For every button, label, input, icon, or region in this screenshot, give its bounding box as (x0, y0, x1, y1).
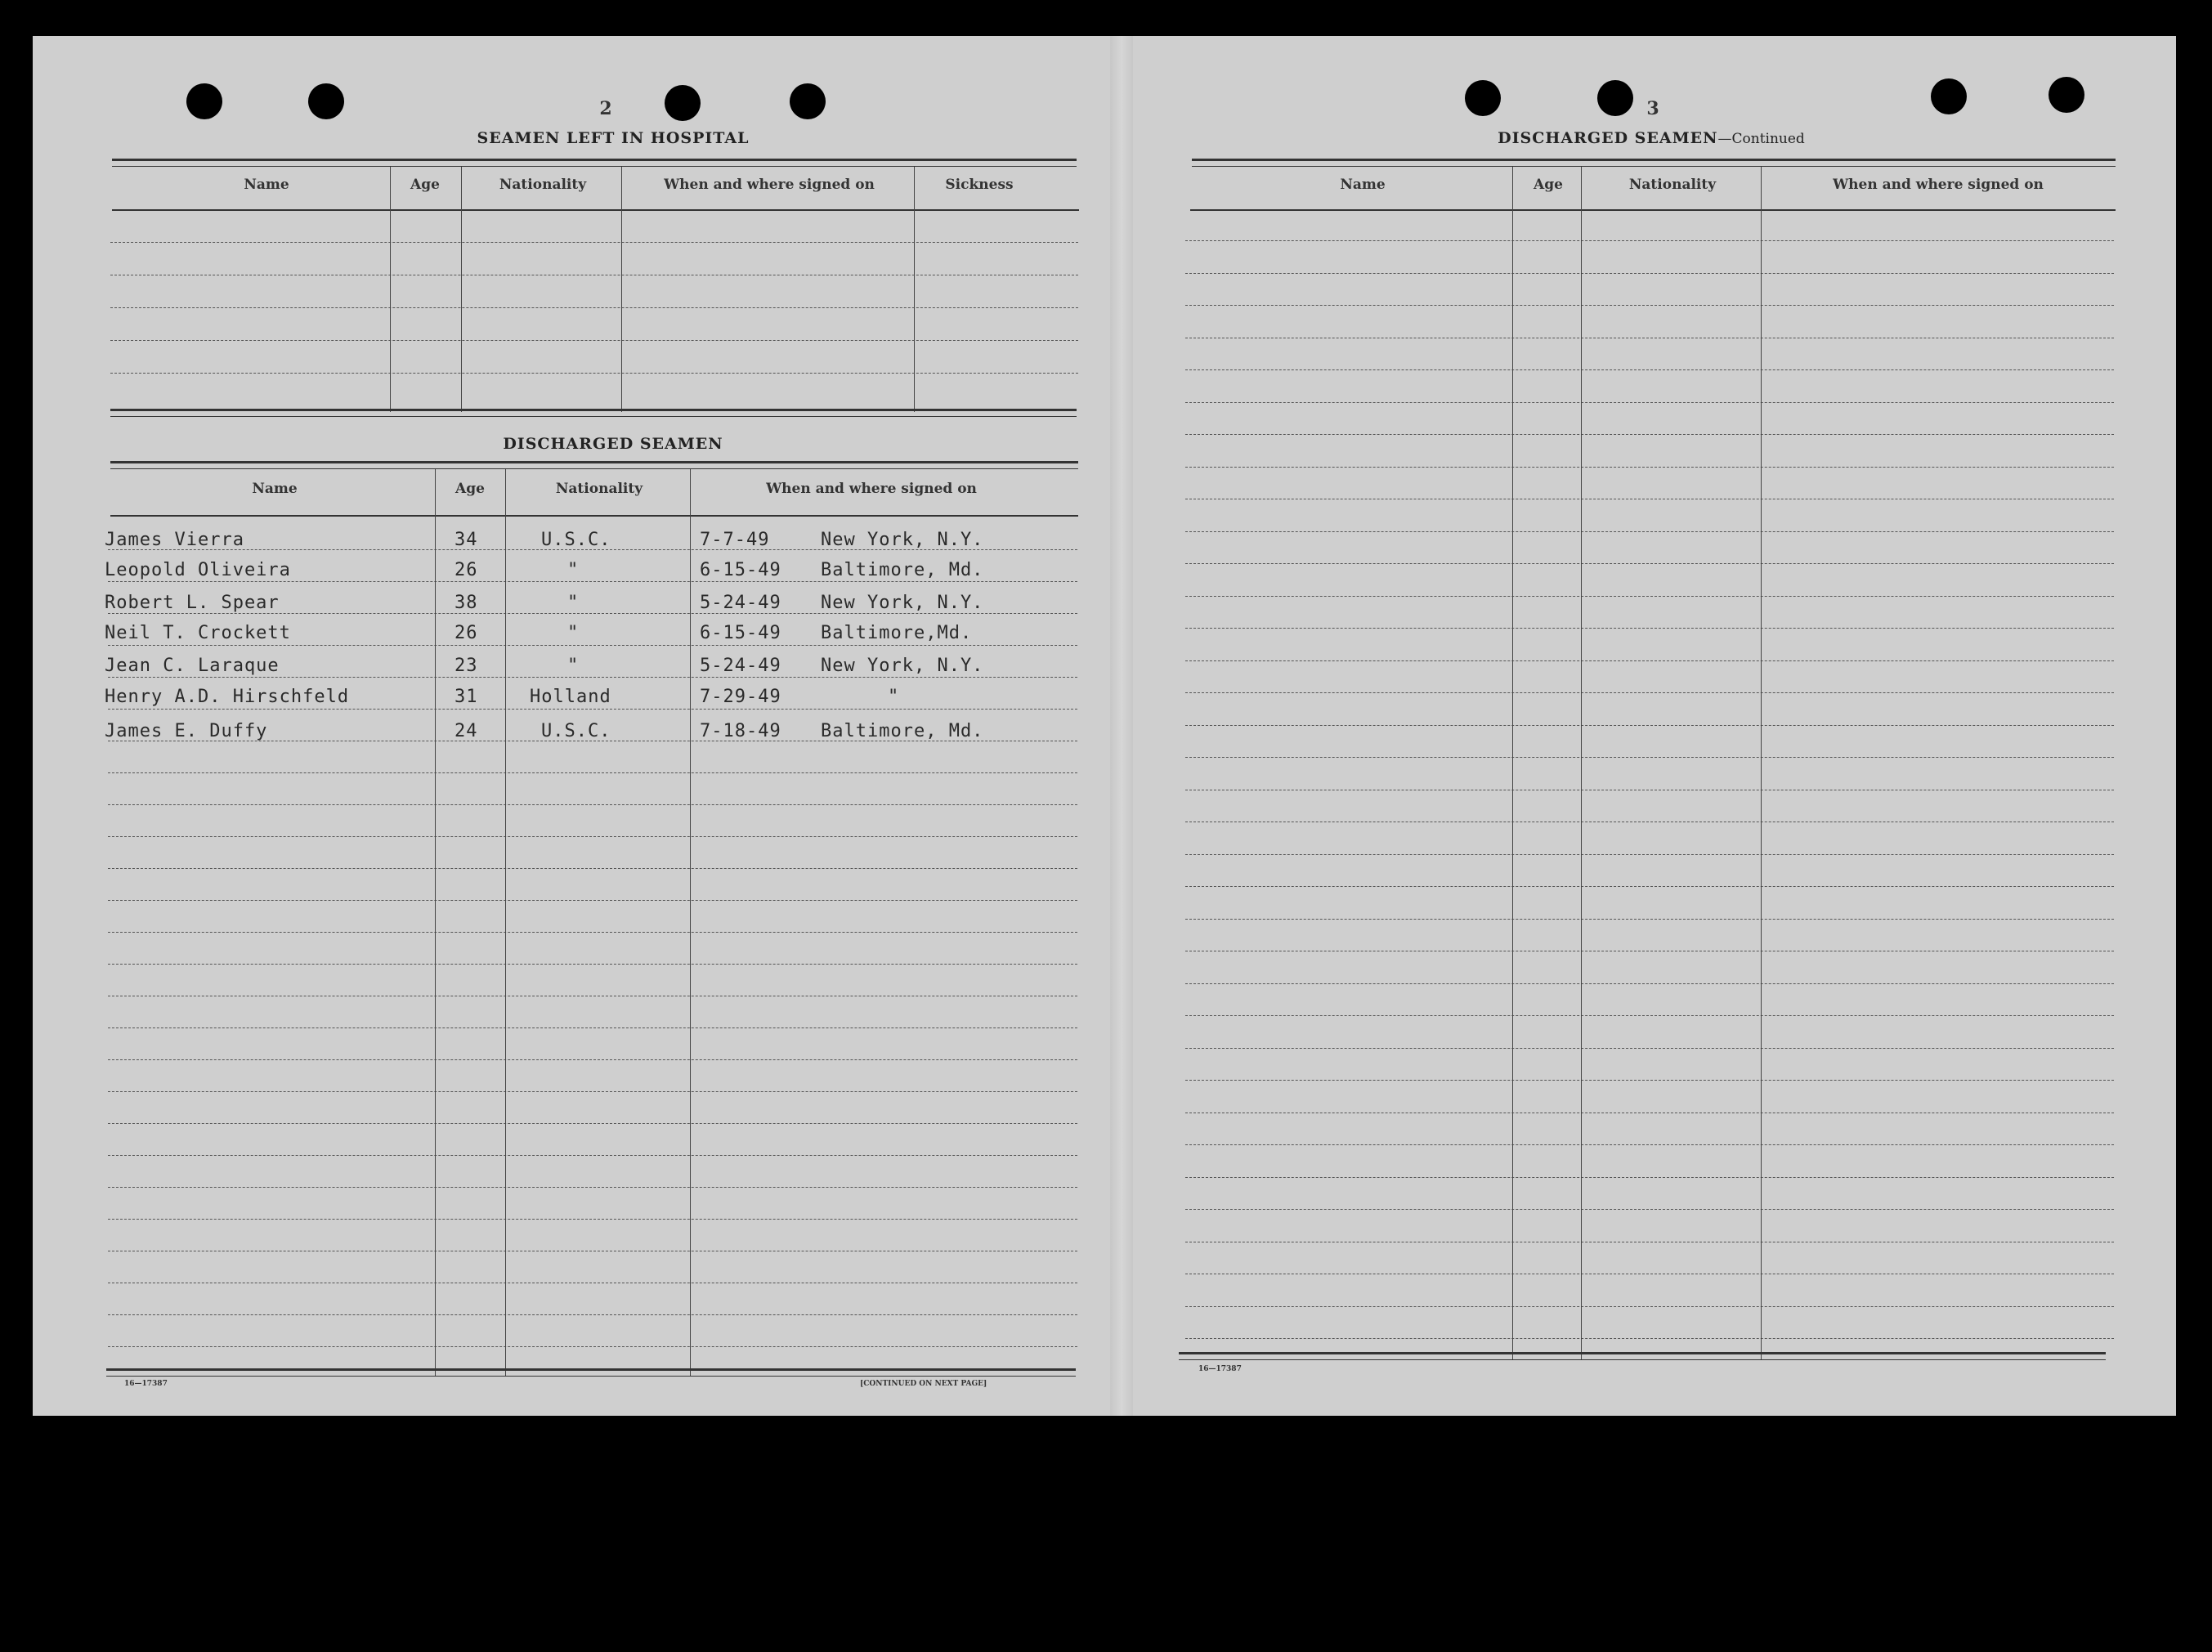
right-col-divider (1512, 167, 1513, 1360)
discharged-row-line (108, 1346, 1077, 1347)
discharged-row-line (108, 772, 1077, 773)
discharged-name-cell: Robert L. Spear (105, 593, 280, 613)
discharged-table-top-rule (110, 461, 1078, 469)
right-header-signed-on: When and where signed on (1833, 177, 2044, 193)
discharged-age-cell: 38 (454, 593, 478, 613)
discharged-age-cell: 26 (454, 560, 478, 580)
right-row-line (1185, 983, 2114, 984)
discharged-age-cell: 24 (454, 721, 478, 741)
right-row-line (1185, 1080, 2114, 1081)
right-row-line (1185, 725, 2114, 726)
right-row-line (1185, 1015, 2114, 1016)
right-row-line (1185, 531, 2114, 532)
page-fold (1110, 36, 1133, 1416)
right-row-line (1185, 886, 2114, 887)
right-row-line (1185, 628, 2114, 629)
discharged-date-cell: 7-29-49 (700, 687, 781, 707)
discharged-header-rule (110, 515, 1078, 517)
punch-hole (2049, 77, 2084, 113)
discharged-row-line (108, 1059, 1077, 1060)
discharged-place-cell: New York, N.Y. (821, 656, 984, 676)
hospital-col-divider (621, 167, 622, 412)
discharged-row-line (108, 581, 1077, 582)
discharged-date-cell: 5-24-49 (700, 656, 781, 676)
punch-hole (1465, 80, 1501, 116)
discharged-row-line (108, 677, 1077, 678)
hospital-header-rule (112, 209, 1079, 211)
discharged-place-cell: Baltimore,Md. (821, 623, 973, 643)
discharged-age-cell: 31 (454, 687, 478, 707)
right-title-main: DISCHARGED SEAMEN (1498, 129, 1718, 147)
right-header-nationality: Nationality (1628, 177, 1717, 193)
right-row-line (1185, 273, 2114, 274)
discharged-row-line (108, 1091, 1077, 1092)
discharged-nationality-cell: " (567, 593, 580, 613)
discharged-row-line (108, 645, 1077, 646)
right-col-divider (1581, 167, 1582, 1360)
right-page-title (1422, 129, 1880, 147)
punch-hole (790, 83, 826, 119)
right-row-line (1185, 1306, 2114, 1307)
discharged-col-divider (505, 469, 506, 1377)
hospital-row-line (110, 373, 1078, 374)
hospital-header-name: Name (244, 177, 289, 193)
discharged-table-bottom-rule (106, 1368, 1076, 1377)
discharged-header-signed-on: When and where signed on (766, 481, 977, 497)
discharged-row-line (108, 1219, 1077, 1220)
discharged-name-cell: Jean C. Laraque (105, 656, 280, 676)
discharged-row-line (108, 900, 1077, 901)
right-row-line (1185, 692, 2114, 693)
hospital-header-signed-on: When and where signed on (664, 177, 875, 193)
discharged-col-divider (690, 469, 691, 1377)
right-row-line (1185, 919, 2114, 920)
hospital-section-title: SEAMEN LEFT IN HOSPITAL (477, 129, 750, 147)
hospital-table-top-rule (112, 159, 1077, 167)
hospital-row-line (110, 340, 1078, 341)
discharged-place-cell: New York, N.Y. (821, 530, 984, 550)
discharged-name-cell: Henry A.D. Hirschfeld (105, 687, 350, 707)
discharged-row-line (108, 1314, 1077, 1315)
right-row-line (1185, 305, 2114, 306)
right-row-line (1185, 854, 2114, 855)
discharged-header-age: Age (455, 481, 485, 497)
right-header-age: Age (1534, 177, 1563, 193)
page-number: 3 (1646, 98, 1659, 119)
right-header-name: Name (1340, 177, 1386, 193)
right-row-line (1185, 467, 2114, 468)
discharged-row-line (108, 804, 1077, 805)
discharged-age-cell: 26 (454, 623, 478, 643)
discharged-place-cell: New York, N.Y. (821, 593, 984, 613)
discharged-age-cell: 23 (454, 656, 478, 676)
discharged-place-cell: Baltimore, Md. (821, 560, 984, 580)
discharged-section-title: DISCHARGED SEAMEN (503, 435, 723, 453)
hospital-header-age: Age (410, 177, 440, 193)
hospital-col-divider (461, 167, 462, 412)
right-row-line (1185, 1209, 2114, 1210)
discharged-row-line (108, 709, 1077, 710)
discharged-nationality-cell: " (567, 623, 580, 643)
hospital-header-sickness: Sickness (945, 177, 1014, 193)
hospital-table-bottom-rule (110, 409, 1077, 417)
right-header-rule (1190, 209, 2116, 211)
hospital-col-divider (914, 167, 915, 412)
discharged-nationality-cell: U.S.C. (541, 721, 611, 741)
right-table-bottom-rule (1179, 1352, 2106, 1360)
right-row-line (1185, 434, 2114, 435)
right-row-line (1185, 240, 2114, 241)
hospital-header-nationality: Nationality (499, 177, 587, 193)
discharged-col-divider (435, 469, 436, 1377)
discharged-date-cell: 7-18-49 (700, 721, 781, 741)
right-row-line (1185, 757, 2114, 758)
right-row-line (1185, 402, 2114, 403)
hospital-row-line (110, 307, 1078, 308)
discharged-row-line (108, 1027, 1077, 1028)
discharged-name-cell: James E. Duffy (105, 721, 268, 741)
discharged-age-cell: 34 (454, 530, 478, 550)
right-row-line (1185, 1338, 2114, 1339)
punch-hole (186, 83, 222, 119)
discharged-row-line (108, 613, 1077, 614)
discharged-date-cell: 6-15-49 (700, 560, 781, 580)
discharged-date-cell: 5-24-49 (700, 593, 781, 613)
right-title-continued: —Continued (1717, 131, 1805, 147)
discharged-row-line (108, 1155, 1077, 1156)
discharged-date-cell: 6-15-49 (700, 623, 781, 643)
right-col-divider (1761, 167, 1762, 1360)
punch-hole (1931, 78, 1967, 114)
page-number: 2 (599, 98, 612, 119)
document-sheet (33, 36, 2176, 1416)
form-number: 16—17387 (124, 1380, 168, 1388)
discharged-place-cell: Baltimore, Md. (821, 721, 984, 741)
discharged-row-line (108, 836, 1077, 837)
right-row-line (1185, 1144, 2114, 1145)
right-row-line (1185, 1048, 2114, 1049)
discharged-name-cell: James Vierra (105, 530, 244, 550)
discharged-nationality-cell: U.S.C. (541, 530, 611, 550)
right-row-line (1185, 660, 2114, 661)
right-row-line (1185, 596, 2114, 597)
discharged-row-line (108, 1123, 1077, 1124)
discharged-nationality-cell: Holland (530, 687, 611, 707)
right-row-line (1185, 1177, 2114, 1178)
discharged-place-cell: " (888, 687, 900, 707)
hospital-col-divider (390, 167, 391, 412)
discharged-name-cell: Neil T. Crockett (105, 623, 291, 643)
discharged-row-line (108, 964, 1077, 965)
discharged-nationality-cell: " (567, 656, 580, 676)
right-row-line (1185, 369, 2114, 370)
continued-note: [CONTINUED ON NEXT PAGE] (860, 1380, 987, 1388)
punch-hole (308, 83, 344, 119)
discharged-header-nationality: Nationality (555, 481, 643, 497)
discharged-row-line (108, 932, 1077, 933)
discharged-date-cell: 7-7-49 (700, 530, 770, 550)
form-number: 16—17387 (1198, 1365, 1242, 1373)
discharged-name-cell: Leopold Oliveira (105, 560, 291, 580)
right-row-line (1185, 563, 2114, 564)
discharged-header-name: Name (252, 481, 298, 497)
discharged-row-line (108, 868, 1077, 869)
hospital-row-line (110, 242, 1078, 243)
discharged-nationality-cell: " (567, 560, 580, 580)
discharged-row-line (108, 1187, 1077, 1188)
right-table-top-rule (1192, 159, 2116, 167)
punch-hole (665, 85, 701, 121)
